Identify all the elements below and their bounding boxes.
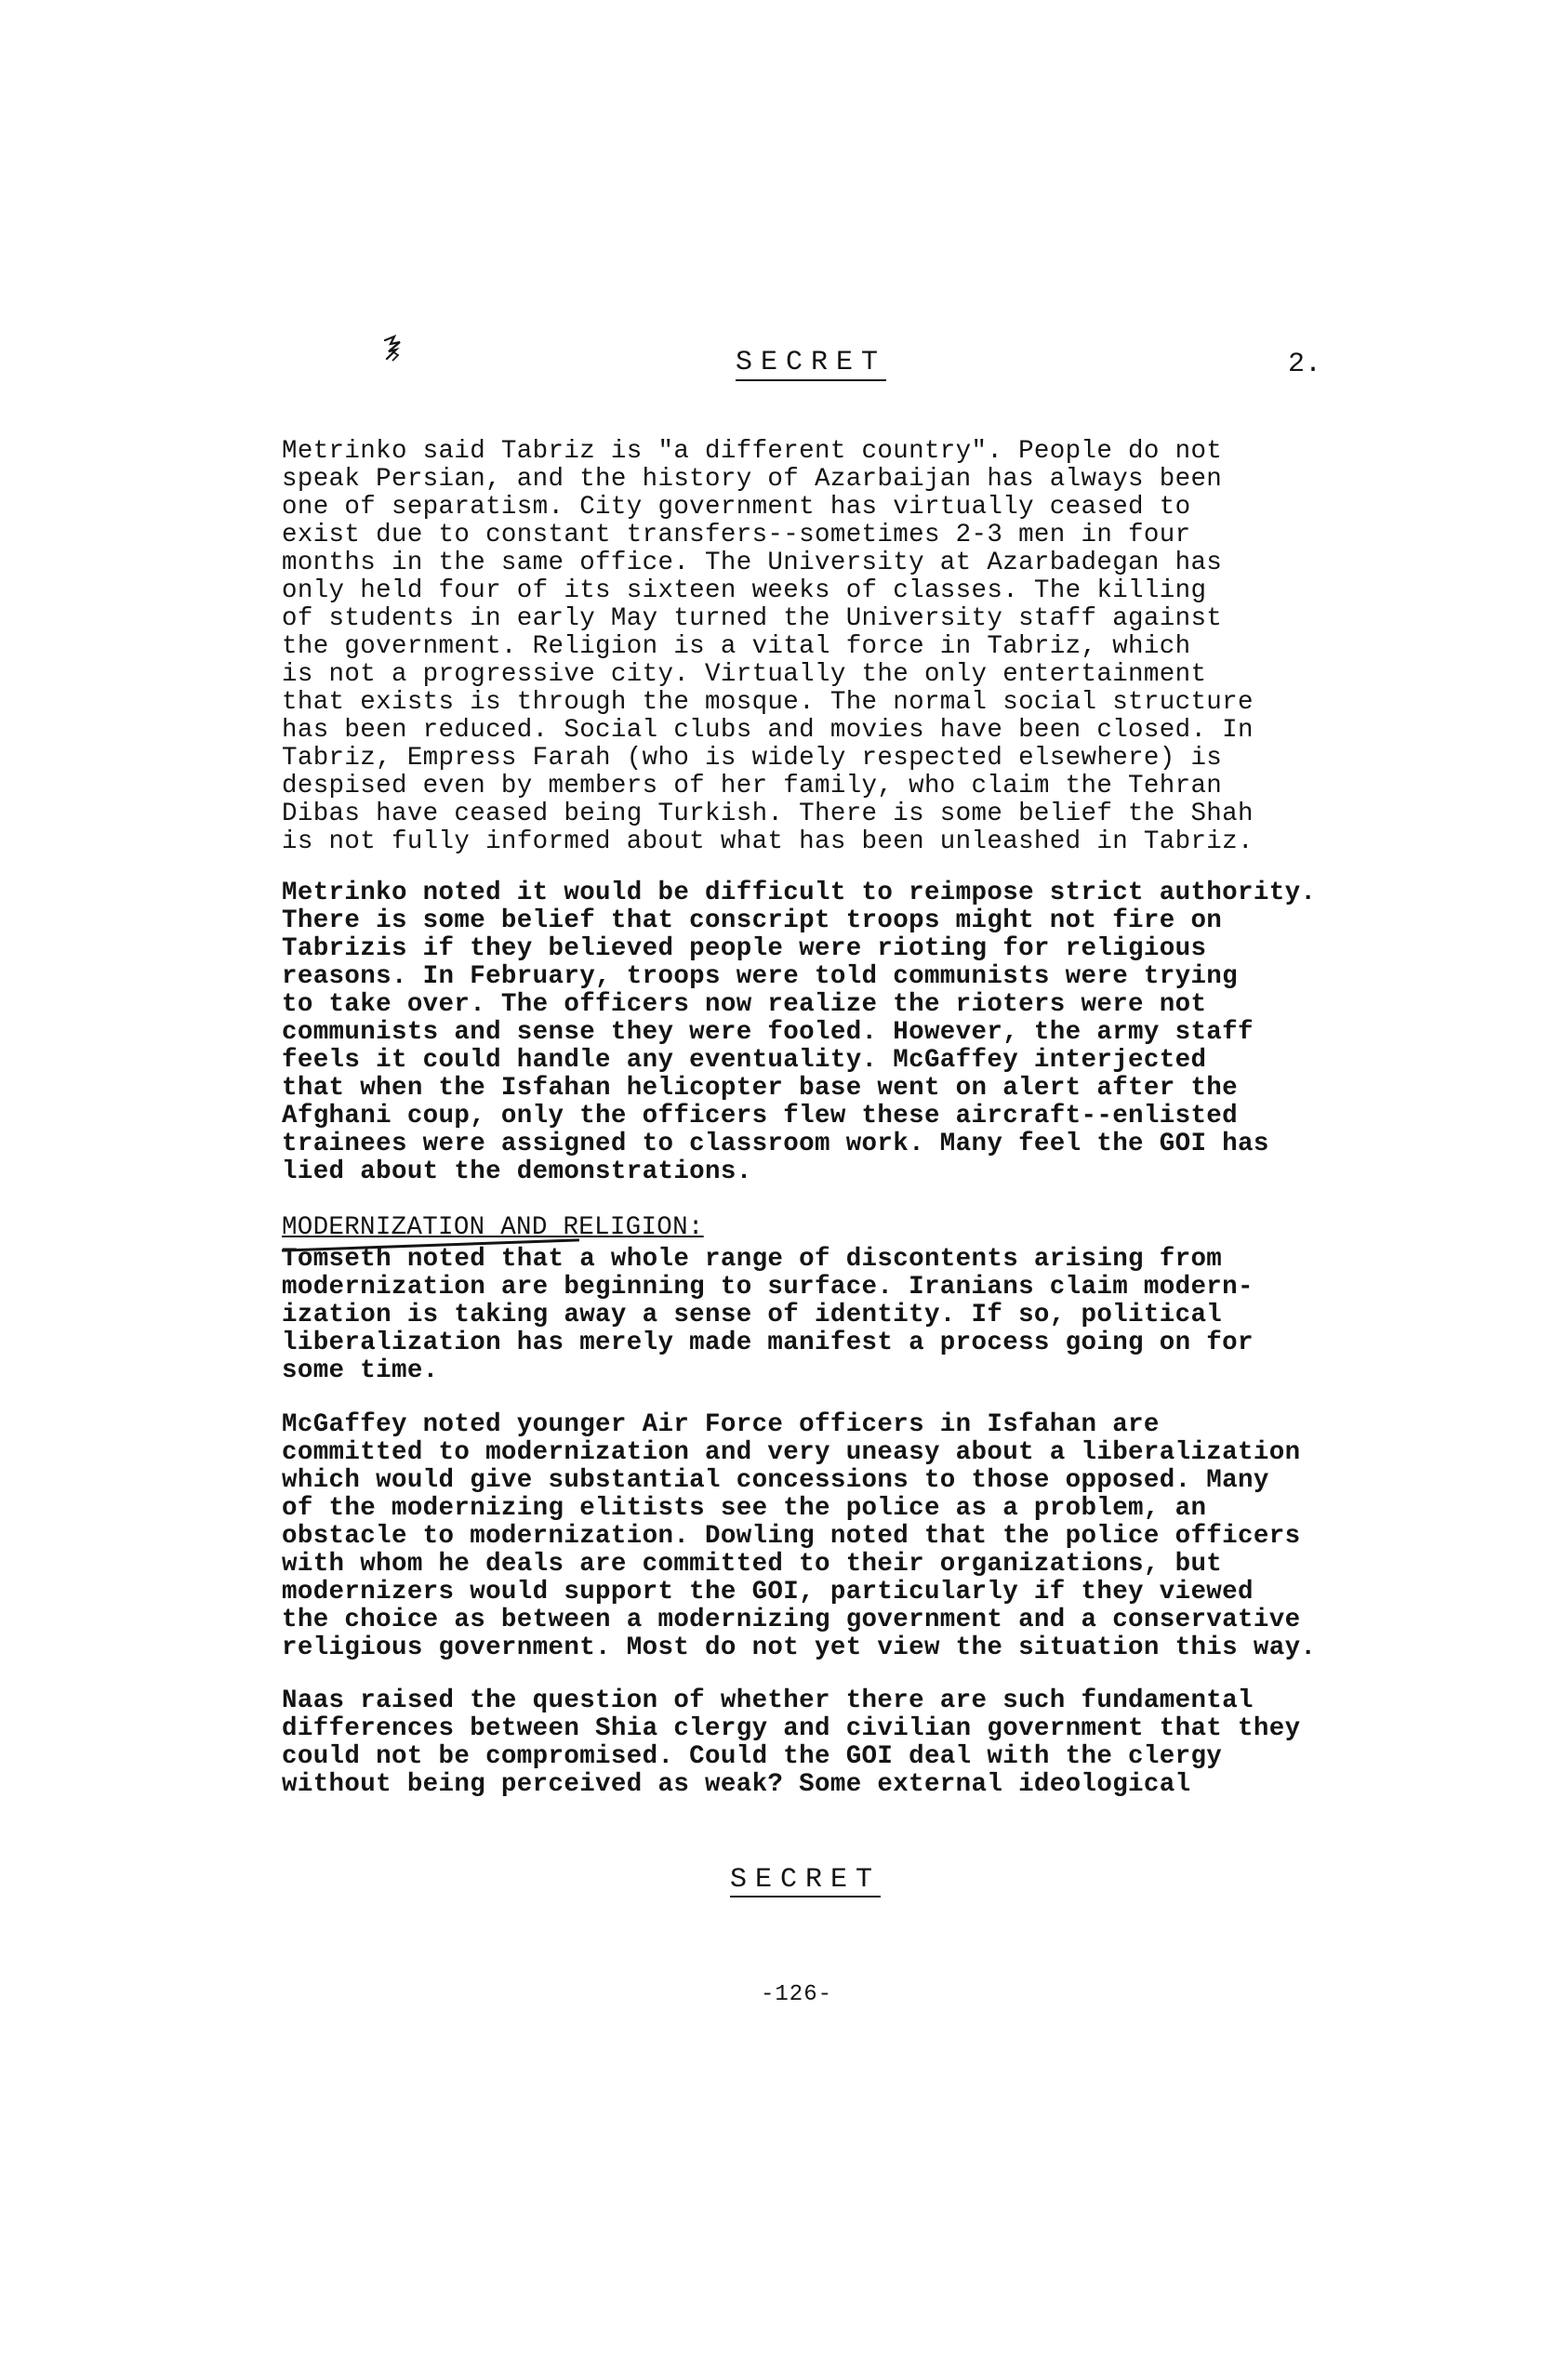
text-line: modernizers would support the GOI, particularly if they viewed [282,1578,1254,1606]
text-line: that when the Isfahan helicopter base went on alert after the [282,1074,1239,1103]
paragraph-clergy [282,1687,1407,1799]
text-line: to take over. The officers now realize the rioters were not [282,990,1207,1019]
text-line: feels it could handle any eventuality. McGaffey interjected [282,1046,1207,1075]
text-line: despised even by members of her family, who claim the Tehran [282,772,1223,800]
text-line: Afghani coup, only the officers flew these aircraft--enlisted [282,1102,1239,1130]
text-line: committed to modernization and very uneasy about a liberalization [282,1438,1301,1467]
paragraph-air-force [282,1411,1407,1662]
text-line: communists and sense they were fooled. However, the army staff [282,1018,1254,1047]
page-number-bottom: -126- [761,1982,833,2007]
text-line: months in the same office. The University at Azarbadegan has [282,549,1223,577]
text-line: without being perceived as weak? Some external ideological [282,1770,1191,1799]
text-line: the choice as between a modernizing government and a conservative [282,1606,1301,1634]
handwritten-mark-icon [381,335,404,363]
text-line: McGaffey noted younger Air Force officers in Isfahan are [282,1410,1160,1439]
text-line: which would give substantial concessions to those opposed. Many [282,1466,1269,1495]
paragraph-authority [282,879,1407,1186]
text-line: one of separatism. City government has virtually ceased to [282,493,1191,522]
text-line: exist due to constant transfers--sometimes 2-3 men in four [282,521,1191,549]
text-line: lied about the demonstrations. [282,1157,752,1186]
text-line: that exists is through the mosque. The normal social structure [282,688,1254,717]
text-line: is not fully informed about what has been unleashed in Tabriz. [282,827,1254,856]
text-line: speak Persian, and the history of Azarbaijan has always been [282,465,1223,494]
text-line: with whom he deals are committed to their organizations, but [282,1550,1223,1579]
text-line: There is some belief that conscript troops might not fire on [282,906,1223,935]
text-line: reasons. In February, troops were told communists were trying [282,962,1239,991]
text-line: modernization are beginning to surface. Iranians claim modern- [282,1273,1254,1302]
section-heading: MODERNIZATION AND RELIGION: [282,1213,704,1242]
text-line: is not a progressive city. Virtually the only entertainment [282,660,1207,689]
text-line: ization is taking away a sense of identity. If so, political [282,1301,1223,1329]
text-line: trainees were assigned to classroom work. Many feel the GOI has [282,1130,1269,1158]
paragraph-modernization [282,1246,1407,1385]
text-line: could not be compromised. Could the GOI deal with the clergy [282,1742,1223,1771]
text-line: of students in early May turned the University staff against [282,604,1223,633]
page-number-top: 2. [1288,349,1322,380]
text-line: Tomseth noted that a whole range of discontents arising from [282,1245,1223,1274]
text-line: Tabriz, Empress Farah (who is widely respected elsewhere) is [282,744,1223,773]
text-line: differences between Shia clergy and civilian government that they [282,1714,1301,1743]
text-line: the government. Religion is a vital force in Tabriz, which [282,632,1191,661]
text-line: of the modernizing elitists see the police as a problem, an [282,1494,1207,1523]
text-line: obstacle to modernization. Dowling noted that the police officers [282,1522,1301,1551]
text-line: Tabrizis if they believed people were rioting for religious [282,934,1207,963]
text-line: only held four of its sixteen weeks of classes. The killing [282,576,1207,605]
text-line: religious government. Most do not yet view the situation this way. [282,1633,1317,1662]
paragraph-tabriz [282,438,1407,856]
text-line: liberalization has merely made manifest a process going on for [282,1329,1254,1357]
text-line: Naas raised the question of whether there are such fundamental [282,1686,1254,1715]
text-line: Dibas have ceased being Turkish. There is some belief the Shah [282,800,1254,828]
text-line: Metrinko said Tabriz is "a different country". People do not [282,437,1223,466]
text-line: has been reduced. Social clubs and movies have been closed. In [282,716,1254,745]
classification-footer: SECRET [730,1864,882,1896]
text-line: some time. [282,1356,439,1385]
classification-header: SECRET [736,347,886,381]
text-line: Metrinko noted it would be difficult to reimpose strict authority. [282,879,1317,907]
